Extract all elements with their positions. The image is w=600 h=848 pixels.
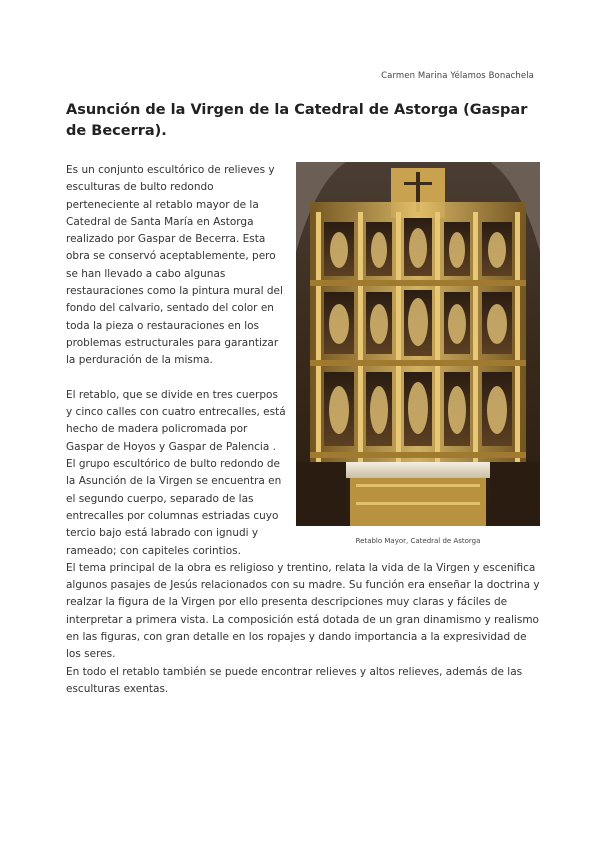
author-name: Carmen Marina Yélamos Bonachela — [381, 71, 534, 81]
paragraph: El retablo, que se divide en tres cuerpos y cinco calles con cuatro entrecalles, está hecho de madera policromada por Gaspar de Hoyos y Gaspar de Palencia . — [66, 388, 286, 453]
paragraph: En todo el retablo también se puede encontrar relieves y altos relieves, además de las esculturas exentas. — [66, 665, 523, 695]
page-title: Asunción de la Virgen de la Catedral de Astorga (Gaspar de Becerra). — [66, 102, 528, 139]
paragraph: El tema principal de la obra es religioso y trentino, relata la vida de la Virgen y escenifica algunos pasajes de Jesús relacionados con su madre. Su función era enseñar la doctrina y realzar la figura de la Virgen por ello presenta descripciones muy claras y fáciles de interpretar a primera vista. La composición está dotada de un gran dinamismo y realismo en las figuras, con gran detalle en los ropajes y dando importancia a la expresividad de los seres. — [66, 561, 540, 661]
paragraph: El grupo escultórico de bulto redondo de la Asunción de la Virgen se encuentra en el segundo cuerpo, separado de las entrecalles por columnas estriadas cuyo tercio bajo está labrado con ignudi y rameado; con capiteles corintios. — [66, 458, 282, 557]
retablo-image — [296, 162, 540, 526]
article-body — [66, 162, 540, 698]
paragraph: Es un conjunto escultórico de relieves y esculturas de bulto redondo perteneciente al retablo mayor de la Catedral de Santa María en Astorga realizado por Gaspar de Becerra. Esta obra se conservó aceptablemente, pero se han llevado a cabo algunas restauraciones como la pintura mural del fondo del calvario, sentado del color en toda la pieza o restauraciones en los problemas estructurales para garantizar la perduración de la misma. — [66, 164, 283, 367]
figure-caption: Retablo Mayor, Catedral de Astorga — [355, 537, 481, 545]
retablo-figure — [296, 162, 540, 546]
